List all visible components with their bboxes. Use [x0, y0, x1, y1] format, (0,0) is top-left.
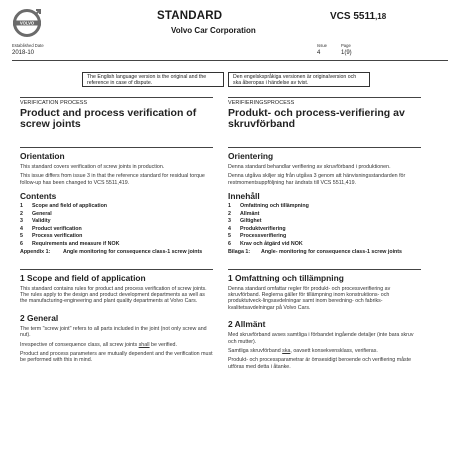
appendix-entry: Appendix 1: Angle monitoring for consequence class-1 screw joints	[20, 249, 203, 256]
divider	[20, 97, 213, 98]
section-2-paragraph-1: Med skruvförband avses samtliga i förbandet ingående detaljer (inte bara skruv och mutter).	[228, 332, 414, 345]
toc-item: 4 Product verification	[20, 225, 82, 232]
orientation-paragraph-1: This standard covers verification of screw joints in production.	[20, 164, 165, 170]
section-1-heading: 1 Scope and field of application	[20, 272, 146, 283]
english-column	[20, 97, 213, 364]
contents-heading: Innehåll	[228, 191, 260, 202]
volvo-logo	[12, 8, 42, 38]
established-date-label: Established Date	[12, 43, 44, 48]
toc-item: 5 Processverifiering	[228, 233, 287, 240]
contents-heading: Contents	[20, 191, 57, 202]
header-divider	[12, 60, 448, 61]
section-2-paragraph-2: Samtliga skruvförband ska, oavsett konsekvensklass, verifieras.	[228, 348, 378, 355]
orientation-paragraph-2: Denna utgåva skiljer sig från utgåva 3 genom att hänvisningsstandarden för restmomentsuppföljning har ändrats till VCS 5511,419.	[228, 173, 406, 186]
table-of-contents	[20, 203, 213, 248]
appendix-entry: Bilaga 1: Angle- monitoring for consequence class-1 screw joints	[228, 249, 402, 256]
page-label: Page	[341, 43, 351, 48]
divider	[20, 269, 213, 270]
process-label: VERIFIERINGSPROCESS	[228, 100, 295, 106]
corporation-name: Volvo Car Corporation	[171, 26, 256, 35]
standard-label: STANDARD	[157, 10, 223, 22]
section-1-heading: 1 Omfattning och tillämpning	[228, 272, 344, 283]
toc-item: 1 Omfattning och tillämpning	[228, 203, 309, 210]
process-label: VERIFICATION PROCESS	[20, 100, 88, 106]
issue-value: 4	[317, 50, 321, 56]
section-2-heading: 2 General	[20, 312, 59, 323]
toc-item: 3 Giltighet	[228, 218, 262, 225]
section-2-paragraph-3: Product and process parameters are mutually dependent and the verification must be performed with this in mind.	[20, 351, 213, 364]
section-2-paragraph-1: The term "screw joint" refers to all parts included in the joint (not only screw and nut).	[20, 325, 207, 339]
established-date-value: 2018-10	[12, 50, 35, 56]
toc-item: 6 Requirements and measure if NOK	[20, 240, 120, 247]
toc-item: 3 Validity	[20, 218, 51, 225]
orientation-paragraph-1: Denna standard behandlar verifiering av skruvförband i produktionen.	[228, 164, 391, 170]
toc-item: 1 Scope and field of application	[20, 203, 108, 210]
section-2-paragraph-2: Irrespective of consequence class, all screw joints shall be verified.	[20, 341, 177, 348]
section-1-paragraph: Denna standard omfattar regler för produkt- och processverifiering av skruvförband. Reglerna gäller för tillämpning inom konstruktions- och produktutveck-lingsavdelningar samt inom beredning- och fabriks-kvalitetsavdelningar på Volvo Cars.	[228, 285, 391, 311]
divider	[228, 97, 421, 98]
divider	[228, 269, 421, 270]
toc-item: 6 Krav och åtgärd vid NOK	[228, 240, 303, 247]
divider	[20, 147, 213, 148]
page-value: 1(9)	[341, 50, 352, 56]
orientation-heading: Orientation	[20, 151, 65, 161]
notice-english: The English language version is the original and the reference in case of dispute.	[82, 72, 224, 87]
toc-item: 2 General	[20, 210, 52, 217]
orientation-heading: Orientering	[228, 151, 274, 161]
orientation-paragraph-2: This issue differs from issue 3 in that the reference standard for residual torque follow-up has been changed to VCS 5511,419.	[20, 173, 205, 186]
svg-text:VOLVO: VOLVO	[19, 20, 35, 26]
section-1-paragraph: This standard contains rules for product and process verification of screw joints. The rules apply to the design and product development departments as well as the manufacturing-engineering and plant quality departments at Volvo Cars.	[20, 285, 207, 305]
swedish-column	[228, 97, 421, 370]
section-2-paragraph-3: Produkt- och processparametrar är ömsesidigt beroende och verifiering måste utföras med detta i åtanke.	[228, 357, 412, 370]
issue-label: Issue	[317, 43, 328, 48]
toc-item: 4 Produktverifiering	[228, 225, 286, 232]
notice-swedish: Den engelskspråkiga versionen är originalversion och ska åberopas i händelse av tvist.	[228, 72, 370, 87]
table-of-contents	[228, 203, 421, 248]
document-title: Produkt- och process-verifiering av skruvförband	[228, 107, 405, 130]
document-title: Product and process verification of screw joints	[20, 107, 197, 130]
section-2-heading: 2 Allmänt	[228, 319, 266, 330]
document-number: VCS 5511,18	[330, 11, 387, 22]
toc-item: 2 Allmänt	[228, 210, 260, 217]
document-revision: ,18	[375, 12, 387, 21]
divider	[228, 147, 421, 148]
toc-item: 5 Process verification	[20, 233, 83, 240]
